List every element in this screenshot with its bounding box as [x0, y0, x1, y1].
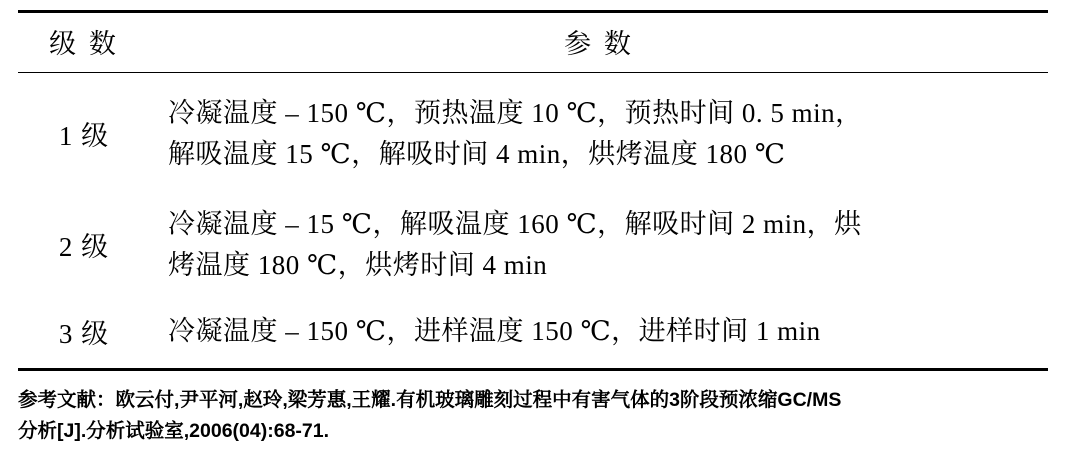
reference-line: 参考文献：欧云付,尹平河,赵玲,梁芳惠,王耀.有机玻璃雕刻过程中有害气体的3阶段预浓缩GC/MS: [18, 388, 842, 411]
reference-citation: [18, 371, 1048, 448]
table-header-row: [18, 13, 1048, 72]
parameter-line: 冷凝温度 – 150 ℃，进样温度 150 ℃，进样时间 1 min: [168, 316, 821, 346]
reference-line: 分析[J].分析试验室,2006(04):68-71.: [18, 420, 330, 443]
document-page: [0, 10, 1066, 460]
table-row: [18, 299, 1048, 368]
parameters-table-container: [18, 10, 1048, 371]
cell-parameters: [150, 188, 1048, 299]
column-header-level: 级 数: [49, 29, 119, 59]
cell-parameters: [150, 73, 1048, 188]
parameter-line: 烤温度 180 ℃，烘烤时间 4 min: [168, 249, 548, 280]
cell-level: 1 级: [58, 121, 110, 151]
parameters-table: [18, 13, 1048, 72]
parameter-line: 冷凝温度 – 150 ℃，预热温度 10 ℃，预热时间 0. 5 min，: [168, 98, 863, 128]
cell-level: 2 级: [58, 232, 110, 262]
parameter-line: 冷凝温度 – 15 ℃，解吸温度 160 ℃，解吸时间 2 min，烘: [168, 209, 862, 239]
parameter-line: 解吸温度 15 ℃，解吸时间 4 min，烘烤温度 180 ℃: [168, 138, 786, 169]
cell-level: 3 级: [58, 318, 110, 349]
cell-parameters: [150, 299, 1048, 368]
table-row: [18, 73, 1048, 188]
table-row: [18, 188, 1048, 299]
column-header-parameters: 参 数: [564, 29, 634, 59]
parameters-table-body: [18, 73, 1048, 368]
